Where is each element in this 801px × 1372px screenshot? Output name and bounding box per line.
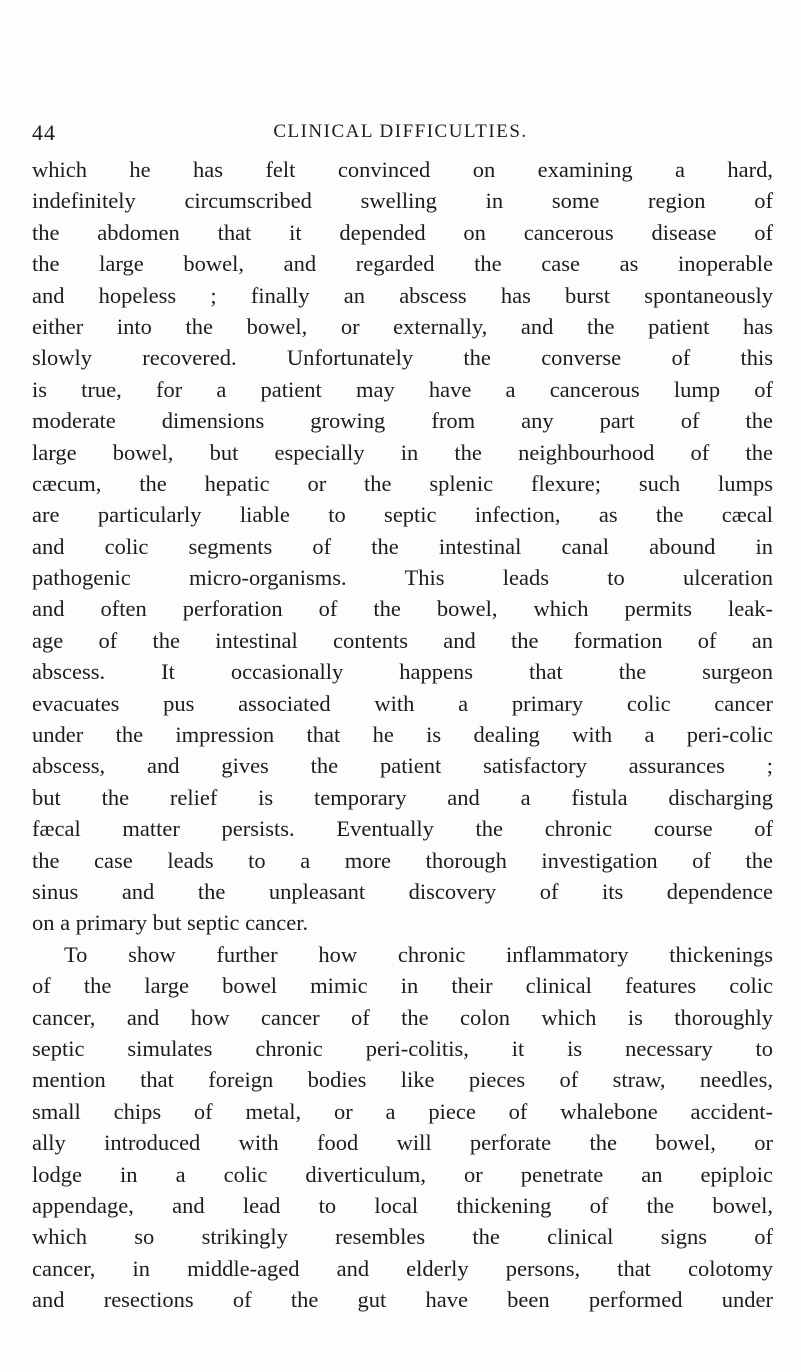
text-line: mention that foreign bodies like pieces of straw, needles, [32,1067,773,1093]
text-line: but the relief is temporary and a fistula discharging [32,784,773,810]
text-line: which so strikingly resembles the clinical signs of [32,1224,773,1250]
text-line: appendage, and lead to local thickening of the bowel, [32,1192,773,1218]
page-number: 44 [32,120,56,145]
text-line: are particularly liable to septic infection, as the cæcal [32,502,773,528]
text-line: abscess, and gives the patient satisfactory assurances ; [32,753,773,779]
text-line: fæcal matter persists. Eventually the chronic course of [32,816,773,842]
text-line: sinus and the unpleasant discovery of its dependence [32,878,773,904]
text-line: either into the bowel, or externally, and the patient has [32,313,773,339]
text-line: small chips of metal, or a piece of whalebone accident- [32,1098,773,1124]
page-header [0,0,801,160]
text-line: the case leads to a more thorough investigation of the [32,847,773,873]
text-line: septic simulates chronic peri-colitis, it is necessary to [32,1035,773,1061]
text-line: the abdomen that it depended on cancerous disease of [32,219,773,245]
text-line: ally introduced with food will perforate the bowel, or [32,1130,773,1156]
text-line: the large bowel, and regarded the case as inoperable [32,251,773,277]
text-line: slowly recovered. Unfortunately the converse of this [32,345,773,371]
text-line: and often perforation of the bowel, which permits leak- [32,596,773,622]
text-line: abscess. It occasionally happens that the surgeon [32,659,773,685]
text-line: and colic segments of the intestinal canal abound in [32,533,773,559]
text-line: is true, for a patient may have a cancerous lump of [32,376,773,402]
text-line: large bowel, but especially in the neighbourhood of the [32,439,773,465]
text-line: under the impression that he is dealing with a peri-colic [32,722,773,748]
text-line: cancer, and how cancer of the colon which is thoroughly [32,1004,773,1030]
text-line: lodge in a colic diverticulum, or penetrate an epiploic [32,1161,773,1187]
text-line: which he has felt convinced on examining a hard, [32,157,773,182]
text-line: indefinitely circumscribed swelling in some region of [32,188,773,214]
paragraph-start-line: To show further how chronic inflammatory thickenings [64,941,773,967]
text-line: of the large bowel mimic in their clinical features colic [32,973,773,999]
text-line: cæcum, the hepatic or the splenic flexure; such lumps [32,470,773,496]
text-line: cancer, in middle-aged and elderly persons, that colotomy [32,1255,773,1281]
paragraph-end-line: on a primary but septic cancer. [32,910,309,936]
text-line: evacuates pus associated with a primary colic cancer [32,690,773,716]
text-line: and hopeless ; finally an abscess has burst spontaneously [32,282,773,308]
text-line: age of the intestinal contents and the formation of an [32,627,773,653]
body-text [32,154,773,1315]
text-line: moderate dimensions growing from any part of the [32,408,773,434]
text-line: pathogenic micro-organisms. This leads to ulceration [32,565,773,591]
running-head: CLINICAL DIFFICULTIES. [273,121,528,142]
text-line: and resections of the gut have been performed under [32,1287,773,1313]
